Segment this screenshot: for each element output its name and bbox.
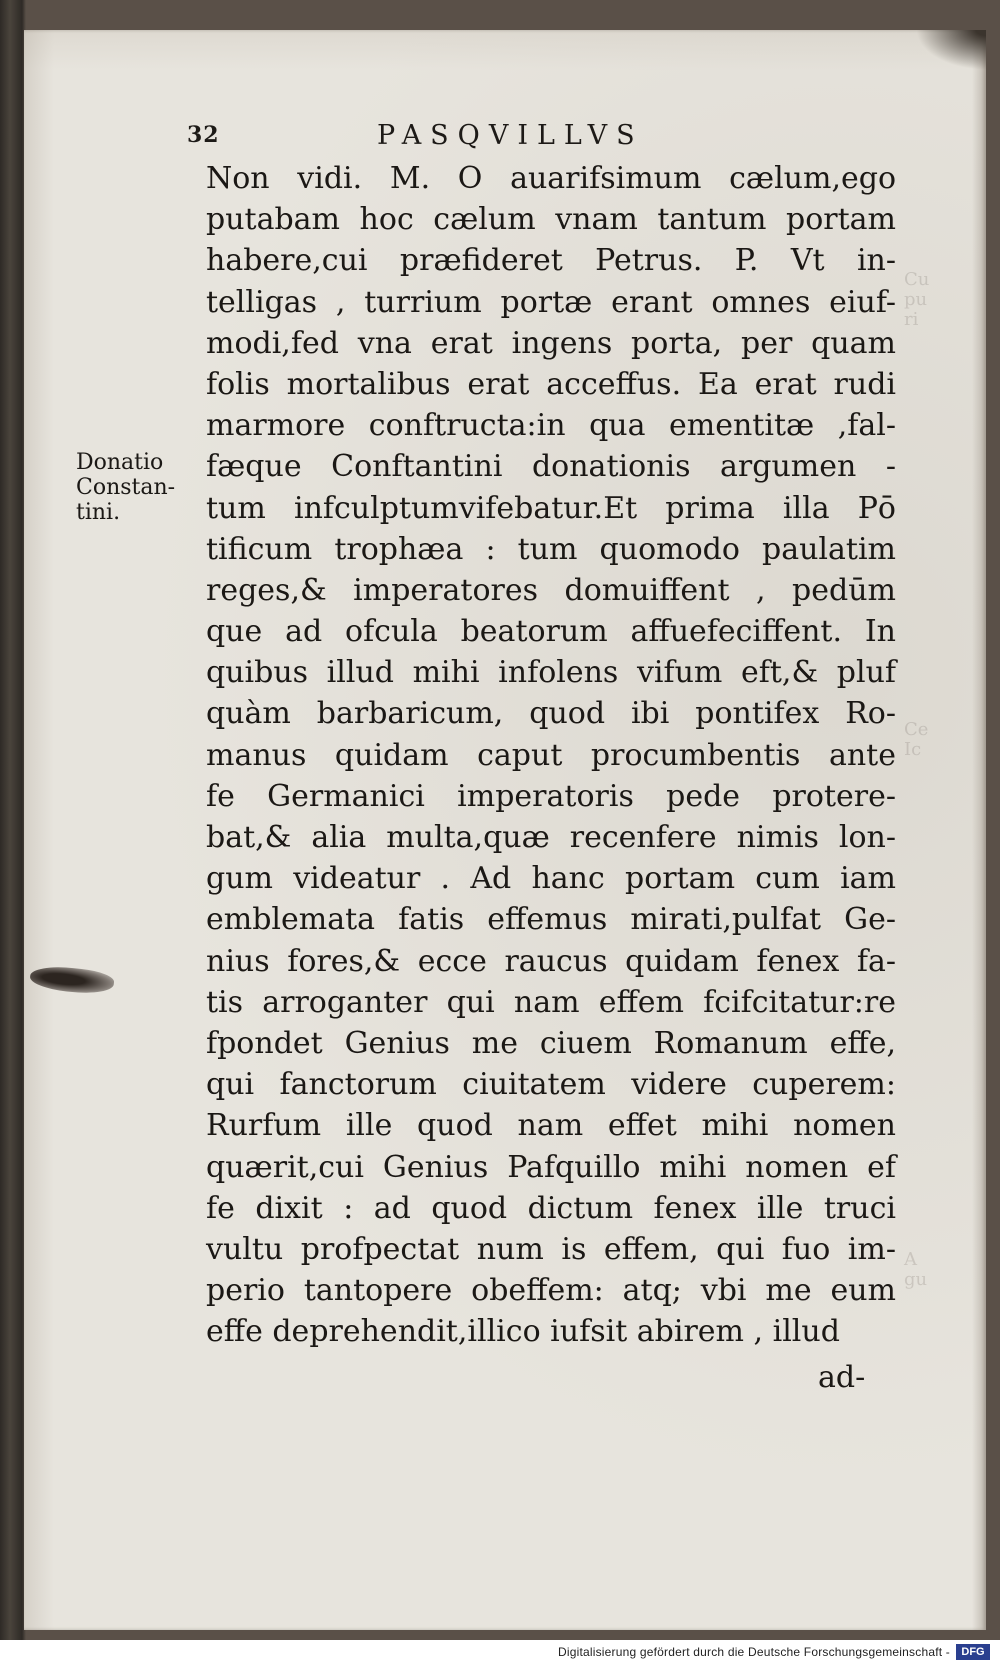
text-line: habere,cui præfideret Petrus. P. Vt in- (206, 243, 896, 279)
running-head: PASQVILLVS (377, 120, 644, 151)
ghost-line: Cu (904, 269, 930, 290)
text-line: reges,& imperatores domuiffent , pedūm (206, 572, 896, 608)
text-line: gum videatur . Ad hanc portam cum iam (206, 861, 896, 897)
text-line: manus quidam caput procumbentis ante (206, 737, 896, 773)
funding-credit: Digitalisierung gefördert durch die Deutsche Forschungsgemeinschaft - (558, 1645, 950, 1659)
body-text (206, 158, 896, 1352)
text-line: putabam hoc cælum vnam tantum portam (206, 202, 896, 238)
ghost-line: A (904, 1249, 917, 1270)
text-line: tis arroganter qui nam effem fcifcitatur:re (206, 984, 896, 1020)
page-corner-shadow (916, 30, 986, 70)
text-line: tum infculptumvifebatur.Et prima illa Pō (206, 490, 896, 526)
text-line: qui fanctorum ciuitatem videre cuperem: (206, 1067, 896, 1103)
ghost-line: gu (904, 1269, 928, 1290)
text-line: quærit,cui Genius Pafquillo mihi nomen ef (206, 1149, 896, 1185)
text-line: fpondet Genius me ciuem Romanum effe, (206, 1025, 896, 1061)
page-number: 32 (187, 122, 220, 148)
text-line: effe deprehendit,illico iufsit abirem , illud (206, 1314, 840, 1350)
ghost-line: pu (904, 289, 928, 310)
text-line: fe dixit : ad quod dictum fenex ille truci (206, 1190, 896, 1226)
margin-note-line: Constan- (76, 475, 176, 500)
text-line: perio tantopere obeffem: atq; vbi me eum (206, 1273, 896, 1309)
text-line: Rurfum ille quod nam effet mihi nomen (206, 1108, 896, 1144)
text-line: telligas , turrium portæ erant omnes eiuf- (206, 284, 896, 320)
text-line: emblemata fatis effemus mirati,pulfat Ge- (206, 902, 896, 938)
text-line: Non vidi. M. O auarifsimum cælum,ego (206, 161, 896, 196)
text-line: quibus illud mihi infolens vifum eft,& pluf (206, 655, 896, 691)
ghost-line: Ce (904, 719, 929, 740)
text-line: modi,fed vna erat ingens porta, per quam (206, 325, 896, 361)
text-line: marmore conftructa:in qua ementitæ ,fal- (206, 408, 896, 444)
ghost-line: Ic (904, 739, 922, 760)
show-through-text-right-b (904, 720, 984, 760)
digitization-footer (0, 1640, 1000, 1668)
text-line: fe Germanici imperatoris pede protere- (206, 778, 896, 814)
catchword: ad- (818, 1360, 866, 1395)
text-line: bat,& alia multa,quæ recenfere nimis lon- (206, 820, 896, 855)
margin-note-line: tini. (76, 500, 121, 525)
dfg-logo: DFG (956, 1644, 990, 1660)
text-line: tificum trophæa : tum quomodo paulatim (206, 531, 896, 567)
text-line: nius fores,& ecce raucus quidam fenex fa- (206, 943, 896, 979)
margin-note (76, 450, 196, 525)
margin-note-line: Donatio (76, 450, 164, 475)
text-line: fæque Conftantini donationis argumen - (206, 449, 896, 485)
text-line: que ad ofcula beatorum affuefeciffent. In (206, 614, 896, 650)
text-line: quàm barbaricum, quod ibi pontifex Ro- (206, 696, 896, 732)
page-header (187, 120, 747, 158)
show-through-text-right-a (904, 270, 984, 330)
text-line: vultu profpectat num is effem, qui fuo im- (206, 1231, 896, 1267)
text-line: folis mortalibus erat acceffus. Ea erat rudi (206, 366, 896, 402)
ghost-line: ri (904, 309, 919, 330)
show-through-text-right-c (904, 1250, 984, 1290)
